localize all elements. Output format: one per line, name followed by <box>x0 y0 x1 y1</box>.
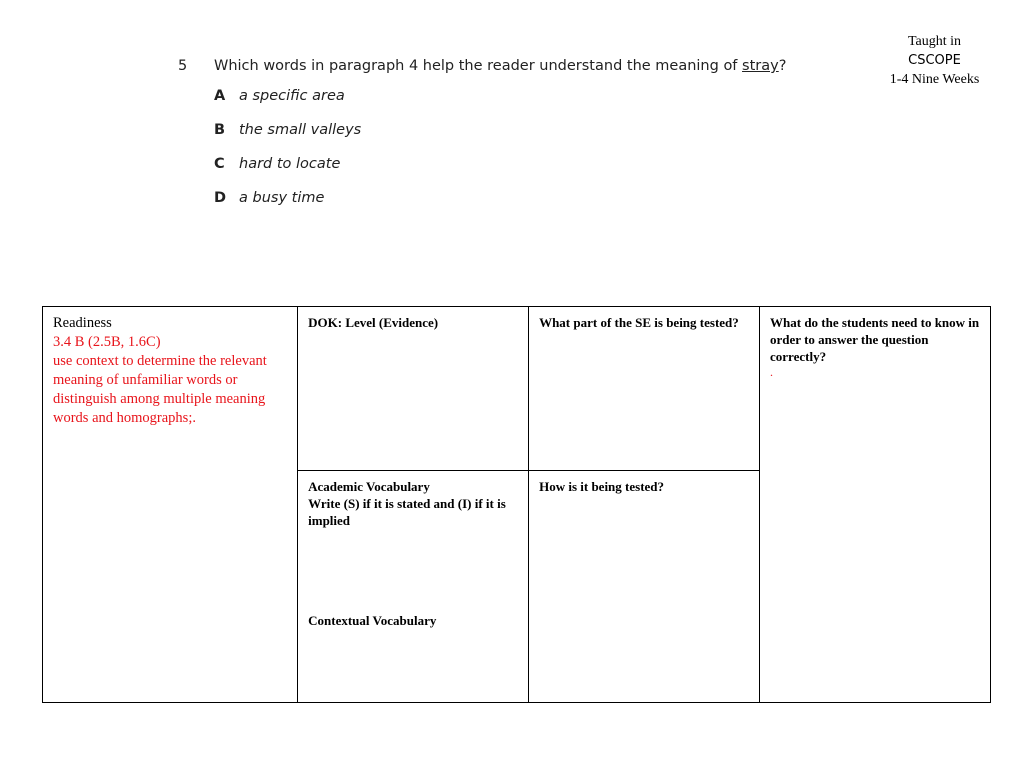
cscope-label: CSCOPE <box>908 53 961 68</box>
choice-d <box>214 190 786 224</box>
choice-letter: C <box>214 156 225 172</box>
nine-weeks-label: 1-4 Nine Weeks <box>889 72 980 87</box>
how-tested-header: How is it being tested? <box>539 479 665 494</box>
analysis-table <box>42 306 991 703</box>
how-tested-cell <box>529 471 760 703</box>
choice-text: a busy time <box>239 190 325 206</box>
academic-vocabulary-instructions: Write (S) if it is stated and (I) if it is implied <box>308 496 506 528</box>
choice-text: the small valleys <box>239 122 362 138</box>
academic-vocabulary-header: Academic Vocabulary <box>308 479 430 494</box>
question-text-after: ? <box>778 58 787 74</box>
choice-a <box>214 88 786 122</box>
choice-text: a specific area <box>239 88 345 104</box>
question-number: 5 <box>178 58 188 74</box>
choice-c <box>214 156 786 190</box>
se-cell <box>529 307 760 471</box>
taught-in-note <box>872 32 997 89</box>
choice-text: hard to locate <box>239 156 341 172</box>
readiness-title: Readiness <box>53 315 112 331</box>
students-header: What do the students need to know in order to answer the question correctly? <box>770 315 980 364</box>
answer-choices <box>214 88 786 224</box>
question-image <box>178 58 786 224</box>
dok-cell <box>298 307 529 471</box>
readiness-code: 3.4 B (2.5B, 1.6C) <box>53 334 161 350</box>
readiness-cell <box>43 307 298 703</box>
question-text-before: Which words in paragraph 4 help the reader understand the meaning of <box>214 58 743 74</box>
question-term: stray <box>742 58 779 74</box>
dok-header: DOK: Level (Evidence) <box>308 315 439 330</box>
choice-letter: B <box>214 122 226 138</box>
choice-b <box>214 122 786 156</box>
vocabulary-cell <box>298 471 529 703</box>
question-text <box>214 58 786 74</box>
students-cell <box>760 307 991 703</box>
question-stem <box>178 58 786 74</box>
choice-letter: D <box>214 190 227 206</box>
contextual-vocabulary-header: Contextual Vocabulary <box>308 613 437 628</box>
students-note: . <box>770 365 774 379</box>
readiness-description: use context to determine the relevant meaning of unfamiliar words or distinguish among multiple meaning words and homographs;. <box>53 353 267 426</box>
taught-in-label: Taught in <box>907 34 962 49</box>
se-header: What part of the SE is being tested? <box>539 315 739 330</box>
choice-letter: A <box>214 88 226 104</box>
